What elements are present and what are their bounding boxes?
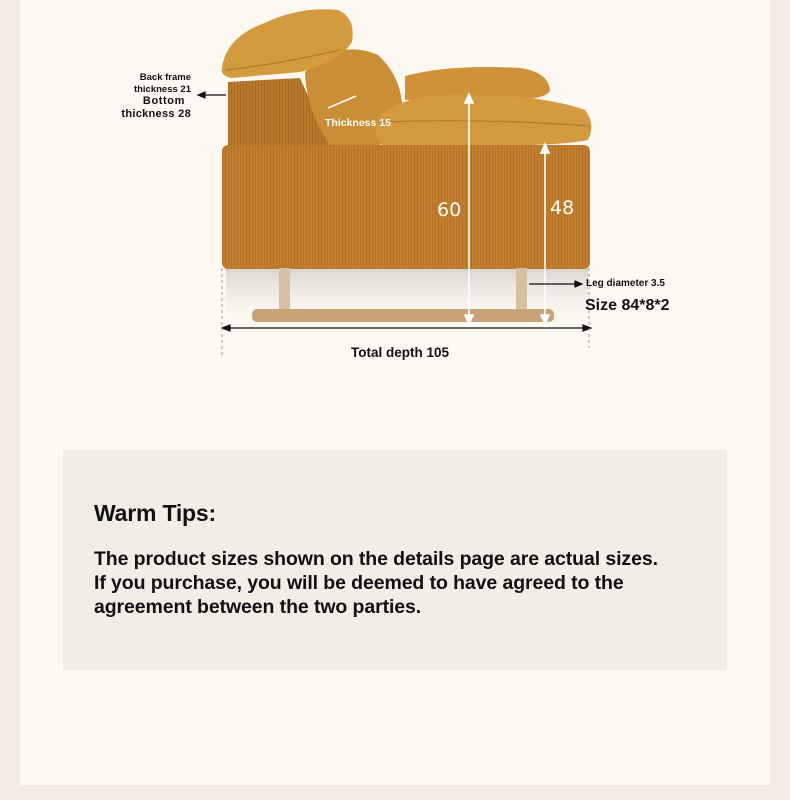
warm-tips-box [63, 450, 727, 670]
warm-tips-line: agreement between the two parties. [94, 596, 422, 618]
back-frame-label-line2: thickness 21 [133, 84, 191, 95]
sofa-base [222, 145, 590, 269]
seat-height-label: 48 [550, 197, 575, 219]
warm-tips-line: If you purchase, you will be deemed to have agreed to the [94, 572, 624, 594]
back-frame-label [80, 72, 191, 96]
base-size-label: Size 84*8*2 [585, 297, 670, 314]
back-height-label: 60 [437, 199, 462, 221]
bottom-label-line2: thickness 28 [121, 108, 191, 120]
warm-tips-title: Warm Tips: [94, 500, 216, 526]
total-depth-label: Total depth 105 [351, 345, 450, 360]
base-rail [252, 309, 554, 322]
back-frame-label-line1: Back frame [139, 72, 191, 83]
warm-tips-line: The product sizes shown on the details page are actual sizes. [94, 548, 658, 570]
leg-front [516, 268, 527, 310]
warm-tips-body [94, 547, 714, 619]
bottom-label-line1: Bottom [142, 95, 185, 107]
bottom-thickness-label [80, 95, 191, 121]
cushion-thickness-label: Thickness 15 [325, 117, 391, 129]
sofa-diagram [0, 0, 790, 380]
leg-diameter-label: Leg diameter 3.5 [586, 278, 665, 289]
leg-rear [279, 268, 290, 310]
